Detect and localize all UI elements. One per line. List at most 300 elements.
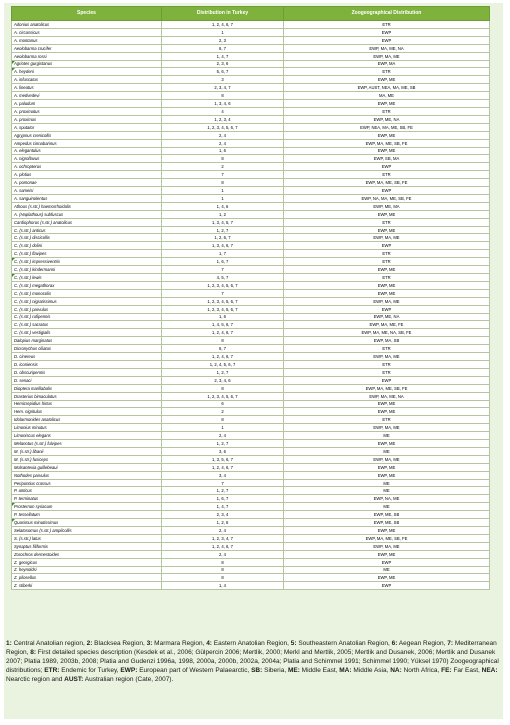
region-number: 5: <box>290 640 297 647</box>
table-row <box>12 155 490 163</box>
species-cell: A. nigroflavus <box>12 155 162 163</box>
species-cell: A. sanguinolentus <box>12 194 162 202</box>
zoogeography-cell: EWP, MA, ME, SB, FE <box>284 384 490 392</box>
zoogeography-cell: EWP, ME, MA <box>284 202 490 210</box>
table-row <box>12 274 490 282</box>
table-row <box>12 519 490 527</box>
table-row <box>12 250 490 258</box>
distribution-cell: 1, 2, 3, 4, 7 <box>162 534 284 542</box>
species-cell: S. (s.str.) latus <box>12 534 162 542</box>
species-cell: Dioptera marillabalis <box>12 384 162 392</box>
table-row <box>12 353 490 361</box>
region-number: 3: <box>146 640 153 647</box>
species-cell: Aeolobarma rossi <box>12 52 162 60</box>
table-row <box>12 416 490 424</box>
zoogeography-cell: ETR <box>284 274 490 282</box>
distribution-cell: 2, 4 <box>162 432 284 440</box>
distribution-cell: 1, 2, 4, 6, 7 <box>162 21 284 29</box>
zoogeography-cell: ETR <box>284 368 490 376</box>
species-cell: A. pomonae <box>12 179 162 187</box>
distribution-cell: 1, 2, 3, 4, 5, 6, 7 <box>162 392 284 400</box>
distribution-cell: 1, 2, 7 <box>162 440 284 448</box>
species-cell: A. paludum <box>12 100 162 108</box>
species-cell: D. obscuripennis <box>12 368 162 376</box>
table-footnote <box>6 639 503 684</box>
zoogeography-cell: EWP, MA, ME, SB, FE <box>284 179 490 187</box>
header-species: Species <box>12 7 162 21</box>
species-cell <box>12 258 162 266</box>
zoogeography-cell: EWP, MA, ME <box>284 353 490 361</box>
species-cell: Z. heynoldsi <box>12 566 162 574</box>
distribution-cell: 7 <box>162 171 284 179</box>
zoogeography-cell: EWP, MA, ME, NA, SB, FE <box>284 329 490 337</box>
region-number: 6: <box>391 640 398 647</box>
species-cell: C. (s.str.) vestigialis <box>12 329 162 337</box>
zoogeography-cell: ETR <box>284 107 490 115</box>
zoogeography-cell: EWP, ME <box>284 147 490 155</box>
species-cell: P. tessellatum <box>12 511 162 519</box>
zoogeography-cell: EWP, MA, ME <box>284 455 490 463</box>
species-name: C. (s.str.) lewis <box>14 274 42 280</box>
distribution-cell: 1, 2, 4, 6, 7 <box>162 463 284 471</box>
table-row <box>12 542 490 550</box>
region-description: Central Anatolian region, <box>11 640 87 647</box>
table-row <box>12 234 490 242</box>
abbreviation-meaning: Australian region (Cate, 2007). <box>83 676 174 684</box>
species-table <box>11 6 490 590</box>
zoogeography-cell: ETR <box>284 171 490 179</box>
abbreviation-meaning: Nearctic region and <box>6 676 65 684</box>
table-row <box>12 495 490 503</box>
table-row <box>12 574 490 582</box>
table-row <box>12 44 490 52</box>
species-cell: C. (s.str.) monocolis <box>12 289 162 297</box>
table-row <box>12 115 490 123</box>
species-cell: D. senaci <box>12 376 162 384</box>
zoogeography-cell: EWP, MA, ME <box>284 52 490 60</box>
zoogeography-cell: ETR <box>284 250 490 258</box>
corner-marker-icon <box>12 68 15 71</box>
zoogeography-cell: EWP, ME <box>284 550 490 558</box>
corner-marker-icon <box>12 503 15 506</box>
species-cell: M. (s.str.) libanii <box>12 447 162 455</box>
table-row <box>12 131 490 139</box>
distribution-cell: 1, 2, 3, 4, 5, 6, 7 <box>162 297 284 305</box>
zoogeography-cell: EWP, ME <box>284 289 490 297</box>
abbreviation: AUST: <box>64 676 84 684</box>
zoogeography-cell: EWP <box>284 163 490 171</box>
region-number: 4: <box>206 640 212 647</box>
species-cell: A. lineatus <box>12 84 162 92</box>
region-description: Aegean Region, <box>397 640 448 647</box>
zoogeography-cell: EWP, ME <box>284 281 490 289</box>
table-row <box>12 534 490 542</box>
table-row <box>12 566 490 574</box>
table-row <box>12 400 490 408</box>
abbreviation-meaning: Endemic for Turkey, <box>59 667 121 675</box>
species-cell: Hem. nigritulus <box>12 408 162 416</box>
zoogeography-cell: EWP <box>284 305 490 313</box>
distribution-cell: 1, 4 <box>162 582 284 590</box>
species-cell: A. proximus <box>12 115 162 123</box>
abbreviation-meaning: North Africa, <box>401 667 442 675</box>
zoogeography-cell: EWP, MA, SB <box>284 337 490 345</box>
distribution-cell: 1, 6 <box>162 147 284 155</box>
species-cell: A. elegantulus <box>12 147 162 155</box>
table-row <box>12 376 490 384</box>
table-row <box>12 100 490 108</box>
species-name: Agriotes gurgistanus <box>14 61 53 67</box>
species-cell: Peripontius crassus <box>12 479 162 487</box>
zoogeography-cell: EWP, ME <box>284 226 490 234</box>
zoogeography-cell: EWP, MA, ME <box>284 542 490 550</box>
distribution-cell: 1 <box>162 424 284 432</box>
zoogeography-cell: EWP, ME <box>284 440 490 448</box>
zoogeography-cell: ETR <box>284 68 490 76</box>
zoogeography-cell: ETR <box>284 258 490 266</box>
species-cell: Dalopius marginatus <box>12 337 162 345</box>
zoogeography-cell: EWP <box>284 376 490 384</box>
species-cell <box>12 60 162 68</box>
species-cell: Z. stiberki <box>12 582 162 590</box>
table-row <box>12 582 490 590</box>
species-cell: C. (s.str.) flavipes <box>12 250 162 258</box>
species-name: Prosternon syriacum <box>14 504 53 510</box>
species-cell: A. ochropterus <box>12 163 162 171</box>
abbreviation-meaning: Middle East, <box>299 667 340 675</box>
zoogeography-cell: EWP, MA, ME <box>284 424 490 432</box>
distribution-cell: 2, 3, 6 <box>162 60 284 68</box>
species-cell: M. (s.str.) fusiceps <box>12 455 162 463</box>
distribution-cell: 5, 6, 7 <box>162 68 284 76</box>
table-row <box>12 28 490 36</box>
distribution-cell: 8 <box>162 384 284 392</box>
distribution-cell: 1, 2 <box>162 210 284 218</box>
distribution-cell: 1, 4, 7 <box>162 503 284 511</box>
zoogeography-cell: EWP, ME <box>284 408 490 416</box>
table-row <box>12 226 490 234</box>
distribution-cell: 2 <box>162 163 284 171</box>
distribution-cell: 8 <box>162 574 284 582</box>
header-distribution: Distribution in Turkey <box>162 7 284 21</box>
table-row <box>12 408 490 416</box>
distribution-cell: 1 <box>162 187 284 195</box>
table-row <box>12 21 490 29</box>
zoogeography-cell: EWP, ME <box>284 400 490 408</box>
species-cell: A. proximatus <box>12 107 162 115</box>
distribution-cell: 1 <box>162 28 284 36</box>
corner-marker-icon <box>12 61 15 64</box>
table-row <box>12 511 490 519</box>
table-row <box>12 52 490 60</box>
species-cell: C. (s.str.) sacratus <box>12 321 162 329</box>
table-row <box>12 36 490 44</box>
species-cell <box>12 503 162 511</box>
table-row <box>12 84 490 92</box>
zoogeography-cell: EWP, MA, ME <box>284 297 490 305</box>
zoogeography-cell: ETR <box>284 360 490 368</box>
zoogeography-cell: ETR <box>284 416 490 424</box>
species-cell: Idolarmonides anatolicus <box>12 416 162 424</box>
distribution-cell: 1, 2, 3, 4, 5, 6, 7 <box>162 123 284 131</box>
distribution-cell: 7 <box>162 266 284 274</box>
zoogeography-cell: ETR <box>284 345 490 353</box>
table-row <box>12 440 490 448</box>
table-row <box>12 487 490 495</box>
table-row <box>12 345 490 353</box>
table-row <box>12 210 490 218</box>
species-cell: A. sputator <box>12 123 162 131</box>
table-row <box>12 447 490 455</box>
table-row <box>12 258 490 266</box>
table-container <box>4 3 503 719</box>
species-cell: Adonius anatolicus <box>12 21 162 29</box>
table-row <box>12 305 490 313</box>
distribution-cell: 1, 6 <box>162 313 284 321</box>
table-row <box>12 321 490 329</box>
region-description: First detailed species description (Kesdek et al., 2006; Gülpercin 2006; Mertlik, 2000; Merkl and Mertlik, 2005; Mertlik and Dusanek, 2006; Mertlik and Dusanek 2007; Platia 1989, 2003b, 2008; Platia and Gudenzi 1996a, 1998, 2000a, 2000b, 2002a, 2004a; Platia and Schimmel 1991; Schimmel 1990; Yüksel 1970) <box>6 649 496 666</box>
species-cell: Cardiophorus (s.str.) anatolicus <box>12 218 162 226</box>
zoogeography-cell: EWP, NA, MA, ME, SB, FE <box>284 194 490 202</box>
distribution-cell: 3, 6 <box>162 447 284 455</box>
region-description: Mediterranean Region, <box>6 640 497 657</box>
zoogeography-cell: EWP, ME, SB <box>284 519 490 527</box>
distribution-cell: 2, 3, 4 <box>162 511 284 519</box>
distribution-cell: 1, 2, 7 <box>162 368 284 376</box>
distribution-cell: 8 <box>162 566 284 574</box>
species-cell: C. (s.str.) parvulus <box>12 305 162 313</box>
distribution-cell: 1, 6, 7 <box>162 495 284 503</box>
zoogeography-cell: EWP <box>284 558 490 566</box>
zoogeography-cell: EWP <box>284 242 490 250</box>
table-row <box>12 471 490 479</box>
species-cell: A. circassicus <box>12 28 162 36</box>
zoogeography-cell: ME <box>284 447 490 455</box>
distribution-cell: 1, 2, 3, 4, 5, 6, 7 <box>162 305 284 313</box>
species-cell: D. iconiensis <box>12 360 162 368</box>
species-cell: C. (s.str.) dolini <box>12 242 162 250</box>
species-cell: C. (s.str.) discicollis <box>12 234 162 242</box>
region-number: 1: <box>6 640 12 647</box>
zoogeography-cell: EWP, AUST, NEA, MA, ME, SB <box>284 84 490 92</box>
species-name: Quasimus minutissimus <box>14 520 59 526</box>
distribution-cell: 8 <box>162 92 284 100</box>
distribution-cell: 1, 2, 6 <box>162 519 284 527</box>
species-cell: A. montanus <box>12 36 162 44</box>
region-description: Southeastern Anatolian Region, <box>296 640 392 647</box>
species-cell: Nothodes parvulus <box>12 471 162 479</box>
species-cell: C. (s.str.) kindermanni <box>12 266 162 274</box>
zoogeography-cell: EWP, ME <box>284 463 490 471</box>
zoogeography-cell: EWP, ME <box>284 76 490 84</box>
abbreviation-meaning: Far East, <box>451 667 482 675</box>
species-cell: Z. pilosellus <box>12 574 162 582</box>
table-row <box>12 139 490 147</box>
species-name: C. (s.str.) impressiventris <box>14 259 61 265</box>
distribution-cell: 1, 2, 3, 4, 5, 6, 7 <box>162 281 284 289</box>
zoogeography-cell: EWP, ME <box>284 266 490 274</box>
zoogeography-cell: EWP <box>284 582 490 590</box>
distribution-cell: 2, 4 <box>162 550 284 558</box>
distribution-cell: 2, 3, 4, 7 <box>162 84 284 92</box>
abbreviation: EWP: <box>120 667 138 675</box>
species-cell: Drasterius bimaculatus <box>12 392 162 400</box>
abbreviation-meaning: European part of Western Palaearctic, <box>137 667 252 675</box>
zoogeography-cell: ME <box>284 566 490 574</box>
footnote-intro: Zoogeographical distributions; <box>6 658 499 675</box>
distribution-cell: 1, 2, 6, 7 <box>162 234 284 242</box>
species-cell: P. terminatus <box>12 495 162 503</box>
table-row <box>12 194 490 202</box>
distribution-cell: 1, 2, 4, 6, 7 <box>162 542 284 550</box>
table-row <box>12 550 490 558</box>
species-cell: C. (s.str.) megathorax <box>12 281 162 289</box>
distribution-cell: 3, 4 <box>162 471 284 479</box>
table-row <box>12 297 490 305</box>
region-description: Marmara Region, <box>152 640 207 647</box>
zoogeography-cell: EWP, ME, NA <box>284 313 490 321</box>
species-cell: Agrypnus crenicollis <box>12 131 162 139</box>
species-cell: Ampedus cinnabarinus <box>12 139 162 147</box>
zoogeography-cell: EWP, NEA, MA, ME, SB, FE <box>284 123 490 131</box>
zoogeography-cell: EWP, ME <box>284 100 490 108</box>
species-cell: Aeolobarma crucifer <box>12 44 162 52</box>
species-cell: Zorochros dermestoides <box>12 550 162 558</box>
species-cell: Dicronychus ciliatus <box>12 345 162 353</box>
distribution-cell: 1, 3, 4, 6, 7 <box>162 242 284 250</box>
zoogeography-cell: ME <box>284 503 490 511</box>
zoogeography-cell: EWP, MA, ME, SB, FE <box>284 534 490 542</box>
zoogeography-cell: MA, ME <box>284 92 490 100</box>
distribution-cell: 3 <box>162 76 284 84</box>
zoogeography-cell: EWP, NA, ME <box>284 495 490 503</box>
zoogeography-cell: EWP, ME, SB <box>284 511 490 519</box>
species-cell <box>12 274 162 282</box>
region-number: 7: <box>447 640 454 647</box>
distribution-cell: 1, 2, 4, 6, 7 <box>162 353 284 361</box>
zoogeography-cell: ME <box>284 479 490 487</box>
distribution-cell: 2, 3 <box>162 36 284 44</box>
distribution-cell: 1, 2, 7 <box>162 226 284 234</box>
abbreviation: ETR: <box>44 667 60 675</box>
distribution-cell: 8 <box>162 179 284 187</box>
abbreviation: NEA: <box>481 667 498 675</box>
distribution-cell: 1, 7 <box>162 250 284 258</box>
abbreviation-meaning: Siberia, <box>262 667 288 675</box>
table-row <box>12 479 490 487</box>
table-row <box>12 384 490 392</box>
zoogeography-cell: EWP, ME, NA <box>284 115 490 123</box>
zoogeography-cell: EWP <box>284 28 490 36</box>
distribution-cell: 1, 2, 4, 6, 7 <box>162 329 284 337</box>
zoogeography-cell: ME <box>284 487 490 495</box>
table-row <box>12 313 490 321</box>
abbreviation: SB: <box>251 667 263 675</box>
zoogeography-cell: EWP <box>284 36 490 44</box>
table-row <box>12 392 490 400</box>
distribution-cell: 1, 2, 4, 5, 6, 7 <box>162 360 284 368</box>
species-cell: Mulsantexia guillebeaui <box>12 463 162 471</box>
distribution-cell: 2, 4 <box>162 139 284 147</box>
region-description: Blacksea Region, <box>92 640 147 647</box>
table-row <box>12 147 490 155</box>
distribution-cell: 2 <box>162 408 284 416</box>
species-cell: Hemicrepidius hirtus <box>12 400 162 408</box>
distribution-cell: 1, 2, 3, 4 <box>162 115 284 123</box>
distribution-cell: 2, 4 <box>162 527 284 535</box>
distribution-cell: 1, 6, 7 <box>162 258 284 266</box>
distribution-cell: 6, 7 <box>162 345 284 353</box>
zoogeography-cell: EWP <box>284 187 490 195</box>
species-cell: P. anticus <box>12 487 162 495</box>
zoogeography-cell: ETR <box>284 21 490 29</box>
zoogeography-cell: EWP, MA, ME, SB, FE <box>284 139 490 147</box>
distribution-cell: 1, 3, 5, 6, 7 <box>162 455 284 463</box>
zoogeography-cell: EWP, ME <box>284 471 490 479</box>
region-number: 2: <box>86 640 93 647</box>
table-row <box>12 68 490 76</box>
species-cell: Z. georgicus <box>12 558 162 566</box>
species-cell: C. (s.str.) anticus <box>12 226 162 234</box>
table-row <box>12 266 490 274</box>
distribution-cell: 1, 2, 7 <box>162 487 284 495</box>
table-row <box>12 329 490 337</box>
abbreviation: MA: <box>339 667 352 675</box>
species-cell: A. sameisi <box>12 187 162 195</box>
species-cell: C. (s.str.) nigratissimus <box>12 297 162 305</box>
table-row <box>12 337 490 345</box>
table-row <box>12 187 490 195</box>
zoogeography-cell: ETR <box>284 218 490 226</box>
species-cell: A. infuscatus <box>12 76 162 84</box>
distribution-cell: 1 <box>162 194 284 202</box>
zoogeography-cell: EWP, MA, ME, NA <box>284 44 490 52</box>
region-description: Eastern Anatolian Region, <box>211 640 291 647</box>
table-row <box>12 360 490 368</box>
table-row <box>12 527 490 535</box>
table-row <box>12 92 490 100</box>
species-cell: Limoniscus elegans <box>12 432 162 440</box>
table-row <box>12 218 490 226</box>
distribution-cell: 8 <box>162 558 284 566</box>
zoogeography-cell: EWP, ME <box>284 210 490 218</box>
table-row <box>12 424 490 432</box>
distribution-cell: 1, 3, 4, 5, 7 <box>162 218 284 226</box>
table-row <box>12 171 490 179</box>
species-cell: A. plotius <box>12 171 162 179</box>
table-row <box>12 76 490 84</box>
species-cell <box>12 68 162 76</box>
header-zoogeography: Zoogeographical Distribution <box>284 7 490 21</box>
abbreviation: FE: <box>441 667 452 675</box>
zoogeography-cell: EWP, MA, ME, FE <box>284 321 490 329</box>
species-cell: A. medvedevi <box>12 92 162 100</box>
species-cell: C. (s.str.) rufipennis <box>12 313 162 321</box>
table-row <box>12 432 490 440</box>
table-row <box>12 163 490 171</box>
distribution-cell: 2, 4 <box>162 131 284 139</box>
distribution-cell: 1, 4, 7 <box>162 52 284 60</box>
abbreviation: ME: <box>287 667 300 675</box>
zoogeography-cell: EWP, ME <box>284 131 490 139</box>
table-row <box>12 289 490 297</box>
region-number: 8: <box>30 649 36 657</box>
corner-marker-icon <box>12 258 15 261</box>
distribution-cell: 1, 4, 6 <box>162 202 284 210</box>
table-row <box>12 123 490 131</box>
species-cell: Synaptus filiformis <box>12 542 162 550</box>
table-row <box>12 60 490 68</box>
